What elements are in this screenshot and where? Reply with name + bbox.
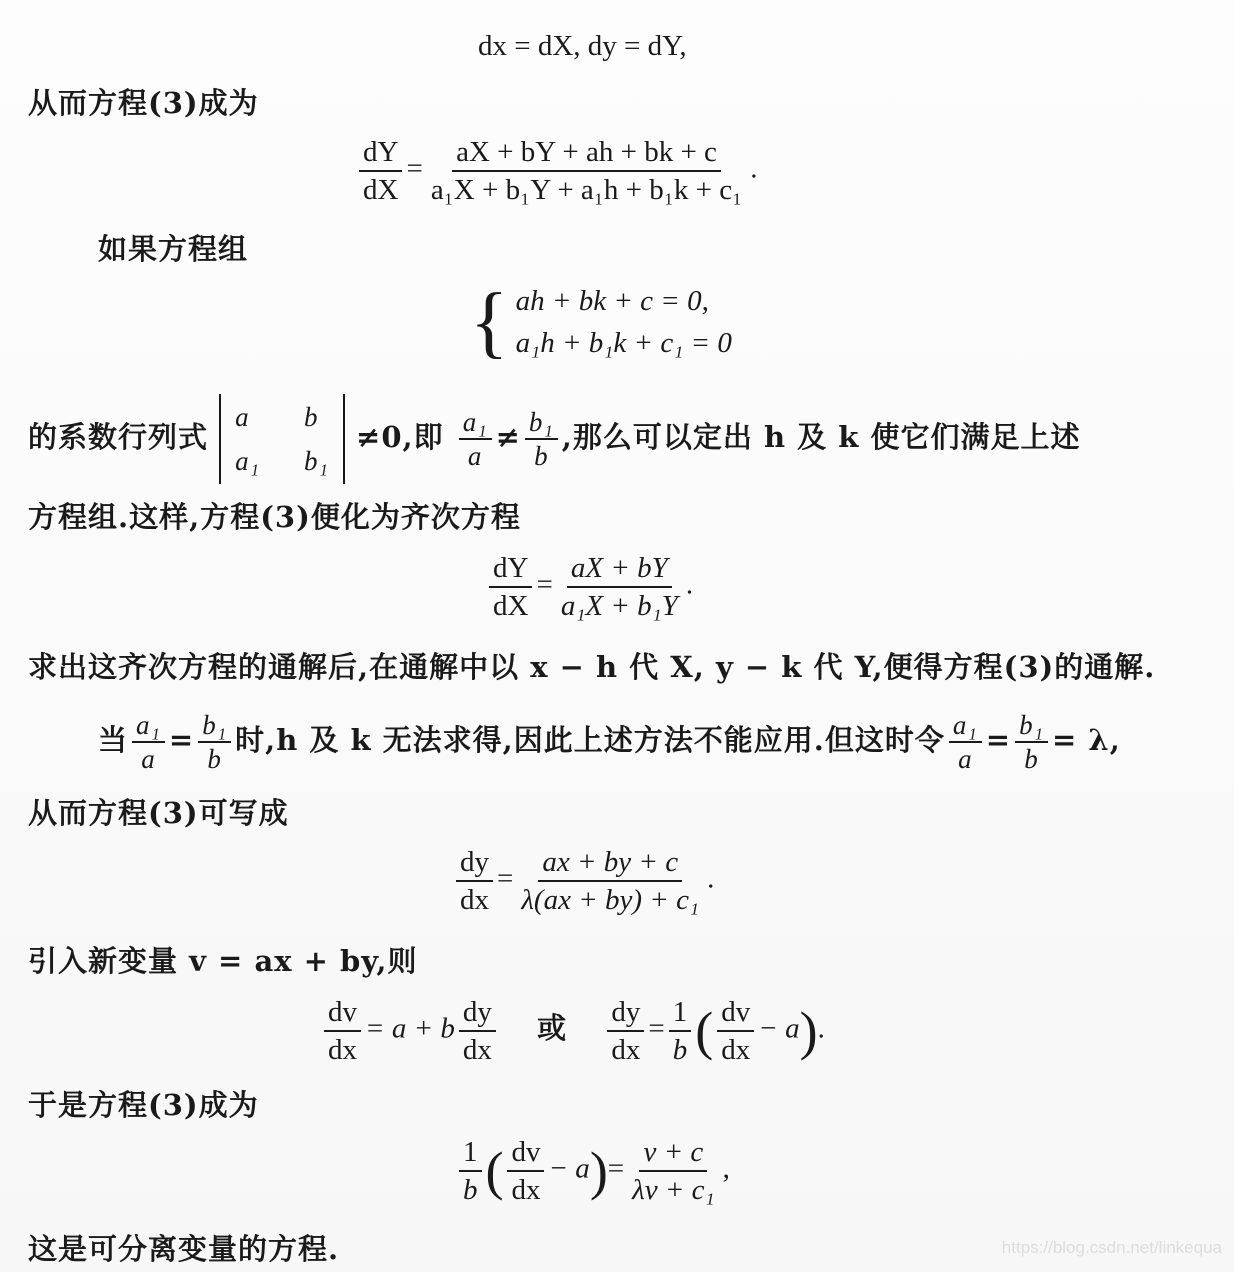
fraction-denominator: dx	[462, 1034, 492, 1066]
fraction-denominator: dx	[611, 1034, 641, 1066]
punctuation: ,	[722, 1152, 730, 1185]
fraction-numerator: b₁	[525, 408, 558, 440]
text: =	[648, 1012, 665, 1045]
fraction-denominator: dx	[511, 1174, 541, 1206]
equation-3: $\frac{dy}{dx}$ = $\frac{ax + by + c}{\text{λ(ax + by) + c₁}}$ .	[452, 846, 714, 916]
fraction-denominator: dx	[721, 1034, 751, 1066]
punctuation: .	[707, 862, 715, 895]
equation-4	[320, 996, 825, 1066]
text: ≠	[495, 420, 521, 454]
watermark: https://blog.csdn.net/linkequa	[1001, 1238, 1222, 1257]
right-paren-icon: )	[799, 1001, 818, 1061]
det-entry: b	[304, 402, 319, 432]
fraction-numerator: b₁	[1015, 711, 1048, 743]
left-brace-icon: {	[470, 278, 509, 366]
fraction-numerator: dy	[607, 996, 644, 1032]
fraction-numerator: v + c	[639, 1136, 707, 1172]
punctuation: .	[685, 568, 694, 601]
fraction-denominator: b	[1024, 744, 1039, 774]
text: 当	[98, 723, 129, 757]
fraction-denominator: a	[467, 441, 483, 471]
paragraph-line: 从而方程(3)成为	[28, 86, 259, 120]
fraction-numerator: 1	[669, 996, 692, 1032]
text: =	[607, 1152, 625, 1185]
paragraph-line: 引入新变量 v = ax + by,则	[28, 944, 418, 978]
fraction-denominator: b	[463, 1174, 478, 1206]
paragraph-line: 如果方程组	[98, 232, 249, 266]
fraction-denominator: a₁X + b₁Y	[560, 590, 678, 622]
equation-differentials	[478, 30, 687, 63]
fraction-denominator: dX	[363, 174, 399, 206]
equation-2: $\frac{dY}{dX}$ = $\frac{aX + bY}{\text{a₁X + b₁Y}}$ .	[485, 552, 693, 622]
fraction-numerator: dv	[324, 996, 361, 1032]
equation-5	[455, 1136, 730, 1206]
fraction-numerator: dY	[489, 552, 532, 588]
fraction-numerator: dY	[359, 136, 402, 172]
fraction-denominator: b	[207, 744, 222, 774]
fraction-denominator: dx	[460, 884, 489, 916]
det-entry: b₁	[304, 446, 329, 476]
system-row: a₁h + b₁k + c₁ = 0	[515, 327, 732, 359]
fraction-denominator: dx	[328, 1034, 357, 1066]
fraction-denominator: λ(ax + by) + c₁	[521, 884, 700, 916]
right-paren-icon: )	[589, 1141, 608, 1201]
fraction-denominator: b	[672, 1034, 688, 1066]
fraction-numerator: dv	[507, 1136, 544, 1172]
fraction-numerator: dv	[717, 996, 754, 1032]
fraction-numerator: a₁	[949, 711, 982, 743]
text: 或	[537, 1012, 567, 1045]
paragraph-line	[98, 700, 1121, 780]
text: ≠0,即	[356, 420, 444, 454]
text: ,那么可以定出 h 及 k 使它们满足上述	[561, 420, 1081, 454]
fraction-numerator: a₁	[132, 711, 165, 743]
punctuation: .	[750, 152, 758, 185]
determinant	[219, 394, 345, 484]
text: − a	[758, 1012, 800, 1045]
system-row: ah + bk + c = 0,	[515, 285, 709, 317]
text: =	[168, 723, 195, 757]
fraction-numerator: 1	[459, 1136, 482, 1172]
fraction-denominator: a	[141, 744, 156, 774]
left-paren-icon: (	[485, 1141, 504, 1201]
punctuation: .	[817, 1012, 825, 1045]
fraction-numerator: dy	[456, 846, 493, 882]
text: 的系数行列式	[28, 420, 209, 454]
det-entry: a₁	[235, 446, 261, 476]
fraction-denominator: λv + c₁	[632, 1174, 715, 1206]
determinant-line	[28, 392, 1080, 482]
paragraph-line: 求出这齐次方程的通解后,在通解中以 x − h 代 X, y − k 代 Y,便得方程(3)的通解.	[28, 650, 1156, 684]
text: = λ,	[1051, 723, 1121, 757]
equation-text: dx = dX, dy = dY,	[478, 30, 687, 62]
fraction-numerator: dy	[459, 996, 496, 1032]
equation-1: $\frac{dY}{dX}$ = $\frac{aX + bY + ah + bk + c}{\text{a₁X + b₁Y + a₁h + b₁k + c₁}}$ .	[355, 136, 757, 206]
left-paren-icon: (	[695, 1001, 714, 1061]
text: =	[985, 723, 1012, 757]
paragraph-line: 这是可分离变量的方程.	[28, 1232, 340, 1266]
fraction-denominator: dX	[493, 590, 529, 622]
fraction-numerator: ax + by + c	[538, 846, 682, 882]
fraction-denominator: a	[958, 744, 973, 774]
fraction-numerator: b₁	[198, 711, 231, 743]
paragraph-line: 于是方程(3)成为	[28, 1088, 259, 1122]
paragraph-line: 方程组.这样,方程(3)便化为齐次方程	[28, 500, 521, 534]
text: = a + b	[365, 1012, 455, 1045]
det-entry: a	[235, 402, 250, 432]
fraction-numerator: aX + bY	[567, 552, 672, 588]
fraction-numerator: aX + bY + ah + bk + c	[452, 136, 721, 172]
text: 时,h 及 k 无法求得,因此上述方法不能应用.但这时令	[235, 723, 945, 757]
equation-system	[470, 280, 732, 364]
fraction-denominator: a₁X + b₁Y + a₁h + b₁k + c₁	[430, 174, 743, 206]
paragraph-line: 从而方程(3)可写成	[28, 796, 289, 830]
fraction-denominator: b	[534, 441, 549, 471]
fraction-numerator: a₁	[459, 408, 492, 440]
text: − a	[548, 1152, 590, 1185]
